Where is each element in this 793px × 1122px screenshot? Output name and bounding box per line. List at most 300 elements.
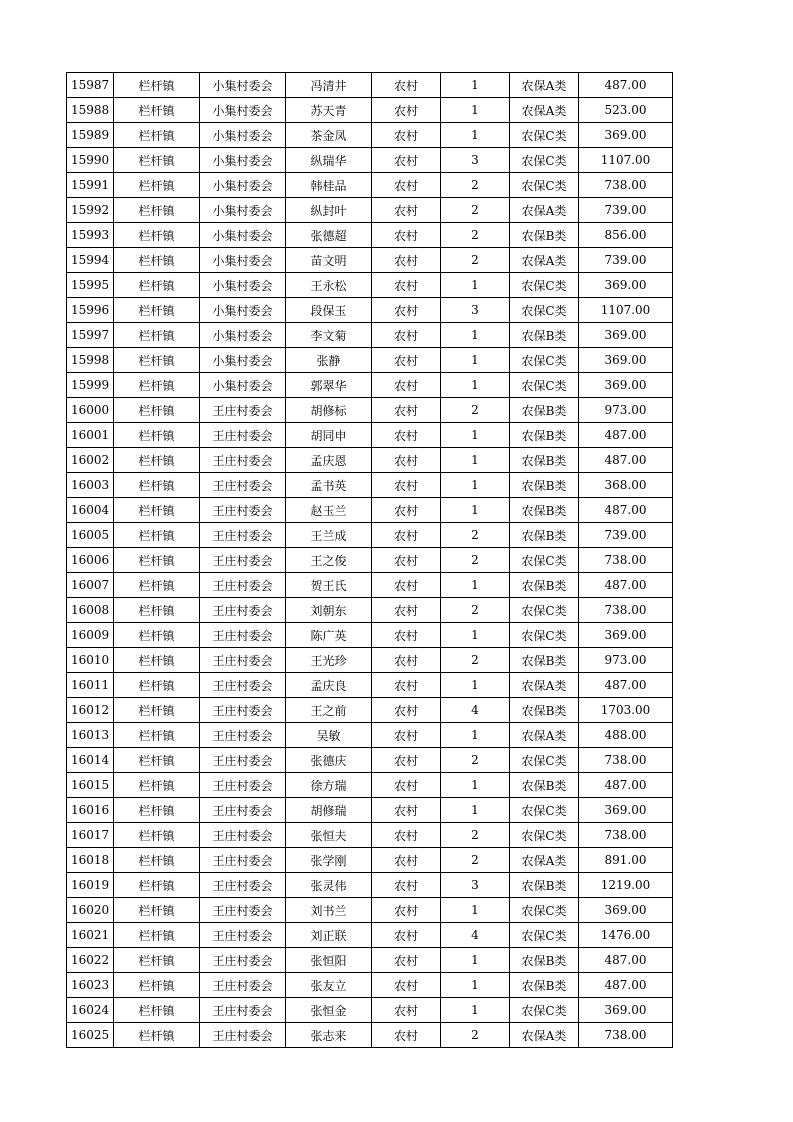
member-count-cell: 1 xyxy=(441,373,510,398)
member-count-cell: 2 xyxy=(441,1023,510,1048)
person-name-cell: 孟书英 xyxy=(286,473,372,498)
member-count-cell: 2 xyxy=(441,823,510,848)
person-name-cell: 冯清井 xyxy=(286,73,372,98)
amount-cell: 739.00 xyxy=(579,248,673,273)
person-name-cell: 王永松 xyxy=(286,273,372,298)
amount-cell: 369.00 xyxy=(579,273,673,298)
village-committee-cell: 小集村委会 xyxy=(200,98,286,123)
insurance-category-cell: 农保A类 xyxy=(510,248,579,273)
town-cell: 栏杆镇 xyxy=(114,673,200,698)
record-id-cell: 16015 xyxy=(67,773,114,798)
table-row xyxy=(67,748,673,773)
household-type-cell: 农村 xyxy=(372,448,441,473)
household-type-cell: 农村 xyxy=(372,398,441,423)
amount-cell: 523.00 xyxy=(579,98,673,123)
amount-cell: 487.00 xyxy=(579,73,673,98)
table-row xyxy=(67,923,673,948)
amount-cell: 369.00 xyxy=(579,623,673,648)
amount-cell: 738.00 xyxy=(579,548,673,573)
person-name-cell: 王之前 xyxy=(286,698,372,723)
household-type-cell: 农村 xyxy=(372,1023,441,1048)
amount-cell: 369.00 xyxy=(579,123,673,148)
household-type-cell: 农村 xyxy=(372,673,441,698)
village-committee-cell: 小集村委会 xyxy=(200,323,286,348)
village-committee-cell: 小集村委会 xyxy=(200,373,286,398)
record-id-cell: 16012 xyxy=(67,698,114,723)
record-id-cell: 16002 xyxy=(67,448,114,473)
member-count-cell: 1 xyxy=(441,348,510,373)
insurance-category-cell: 农保B类 xyxy=(510,423,579,448)
household-type-cell: 农村 xyxy=(372,873,441,898)
record-id-cell: 16013 xyxy=(67,723,114,748)
member-count-cell: 1 xyxy=(441,673,510,698)
household-type-cell: 农村 xyxy=(372,973,441,998)
village-committee-cell: 王庄村委会 xyxy=(200,698,286,723)
town-cell: 栏杆镇 xyxy=(114,548,200,573)
household-type-cell: 农村 xyxy=(372,423,441,448)
insurance-category-cell: 农保B类 xyxy=(510,448,579,473)
person-name-cell: 张友立 xyxy=(286,973,372,998)
town-cell: 栏杆镇 xyxy=(114,773,200,798)
town-cell: 栏杆镇 xyxy=(114,923,200,948)
town-cell: 栏杆镇 xyxy=(114,423,200,448)
insurance-category-cell: 农保B类 xyxy=(510,523,579,548)
member-count-cell: 1 xyxy=(441,723,510,748)
person-name-cell: 苗文明 xyxy=(286,248,372,273)
record-id-cell: 16009 xyxy=(67,623,114,648)
person-name-cell: 张德庆 xyxy=(286,748,372,773)
town-cell: 栏杆镇 xyxy=(114,398,200,423)
table-row xyxy=(67,323,673,348)
record-id-cell: 15989 xyxy=(67,123,114,148)
village-committee-cell: 王庄村委会 xyxy=(200,973,286,998)
village-committee-cell: 王庄村委会 xyxy=(200,523,286,548)
village-committee-cell: 王庄村委会 xyxy=(200,948,286,973)
table-row xyxy=(67,398,673,423)
town-cell: 栏杆镇 xyxy=(114,198,200,223)
insurance-category-cell: 农保C类 xyxy=(510,548,579,573)
village-committee-cell: 王庄村委会 xyxy=(200,773,286,798)
benefit-table xyxy=(66,72,673,1048)
person-name-cell: 张恒夫 xyxy=(286,823,372,848)
person-name-cell: 张恒金 xyxy=(286,998,372,1023)
town-cell: 栏杆镇 xyxy=(114,848,200,873)
member-count-cell: 2 xyxy=(441,223,510,248)
town-cell: 栏杆镇 xyxy=(114,98,200,123)
town-cell: 栏杆镇 xyxy=(114,948,200,973)
person-name-cell: 张静 xyxy=(286,348,372,373)
member-count-cell: 1 xyxy=(441,448,510,473)
member-count-cell: 2 xyxy=(441,748,510,773)
amount-cell: 1476.00 xyxy=(579,923,673,948)
household-type-cell: 农村 xyxy=(372,248,441,273)
member-count-cell: 4 xyxy=(441,923,510,948)
insurance-category-cell: 农保C类 xyxy=(510,348,579,373)
record-id-cell: 16000 xyxy=(67,398,114,423)
member-count-cell: 1 xyxy=(441,998,510,1023)
amount-cell: 487.00 xyxy=(579,673,673,698)
village-committee-cell: 小集村委会 xyxy=(200,223,286,248)
insurance-category-cell: 农保B类 xyxy=(510,948,579,973)
village-committee-cell: 小集村委会 xyxy=(200,348,286,373)
person-name-cell: 赵玉兰 xyxy=(286,498,372,523)
insurance-category-cell: 农保C类 xyxy=(510,898,579,923)
insurance-category-cell: 农保C类 xyxy=(510,623,579,648)
village-committee-cell: 王庄村委会 xyxy=(200,548,286,573)
table-row xyxy=(67,998,673,1023)
person-name-cell: 郭翠华 xyxy=(286,373,372,398)
amount-cell: 369.00 xyxy=(579,798,673,823)
table-row xyxy=(67,823,673,848)
town-cell: 栏杆镇 xyxy=(114,623,200,648)
person-name-cell: 茶金凤 xyxy=(286,123,372,148)
person-name-cell: 王兰成 xyxy=(286,523,372,548)
insurance-category-cell: 农保B类 xyxy=(510,223,579,248)
amount-cell: 738.00 xyxy=(579,173,673,198)
table-row xyxy=(67,448,673,473)
household-type-cell: 农村 xyxy=(372,198,441,223)
household-type-cell: 农村 xyxy=(372,73,441,98)
amount-cell: 369.00 xyxy=(579,323,673,348)
insurance-category-cell: 农保C类 xyxy=(510,998,579,1023)
person-name-cell: 徐方瑞 xyxy=(286,773,372,798)
person-name-cell: 贺王氏 xyxy=(286,573,372,598)
household-type-cell: 农村 xyxy=(372,848,441,873)
town-cell: 栏杆镇 xyxy=(114,523,200,548)
amount-cell: 1107.00 xyxy=(579,148,673,173)
household-type-cell: 农村 xyxy=(372,98,441,123)
table-row xyxy=(67,123,673,148)
amount-cell: 487.00 xyxy=(579,948,673,973)
member-count-cell: 3 xyxy=(441,873,510,898)
record-id-cell: 16025 xyxy=(67,1023,114,1048)
table-row xyxy=(67,1023,673,1048)
town-cell: 栏杆镇 xyxy=(114,898,200,923)
record-id-cell: 16021 xyxy=(67,923,114,948)
record-id-cell: 16011 xyxy=(67,673,114,698)
table-row xyxy=(67,898,673,923)
table-row xyxy=(67,98,673,123)
village-committee-cell: 小集村委会 xyxy=(200,198,286,223)
insurance-category-cell: 农保A类 xyxy=(510,73,579,98)
record-id-cell: 15994 xyxy=(67,248,114,273)
town-cell: 栏杆镇 xyxy=(114,748,200,773)
table-row xyxy=(67,698,673,723)
record-id-cell: 15998 xyxy=(67,348,114,373)
amount-cell: 973.00 xyxy=(579,648,673,673)
village-committee-cell: 王庄村委会 xyxy=(200,673,286,698)
person-name-cell: 胡修瑞 xyxy=(286,798,372,823)
village-committee-cell: 小集村委会 xyxy=(200,73,286,98)
record-id-cell: 16023 xyxy=(67,973,114,998)
amount-cell: 487.00 xyxy=(579,773,673,798)
village-committee-cell: 小集村委会 xyxy=(200,248,286,273)
record-id-cell: 16003 xyxy=(67,473,114,498)
amount-cell: 368.00 xyxy=(579,473,673,498)
member-count-cell: 1 xyxy=(441,623,510,648)
amount-cell: 369.00 xyxy=(579,898,673,923)
table-row xyxy=(67,973,673,998)
table-row xyxy=(67,723,673,748)
amount-cell: 487.00 xyxy=(579,973,673,998)
amount-cell: 1219.00 xyxy=(579,873,673,898)
town-cell: 栏杆镇 xyxy=(114,73,200,98)
person-name-cell: 张德超 xyxy=(286,223,372,248)
amount-cell: 738.00 xyxy=(579,748,673,773)
table-row xyxy=(67,173,673,198)
town-cell: 栏杆镇 xyxy=(114,123,200,148)
table-row xyxy=(67,73,673,98)
amount-cell: 738.00 xyxy=(579,1023,673,1048)
household-type-cell: 农村 xyxy=(372,598,441,623)
village-committee-cell: 王庄村委会 xyxy=(200,748,286,773)
village-committee-cell: 王庄村委会 xyxy=(200,473,286,498)
insurance-category-cell: 农保B类 xyxy=(510,473,579,498)
amount-cell: 856.00 xyxy=(579,223,673,248)
household-type-cell: 农村 xyxy=(372,773,441,798)
household-type-cell: 农村 xyxy=(372,698,441,723)
household-type-cell: 农村 xyxy=(372,648,441,673)
person-name-cell: 张恒阳 xyxy=(286,948,372,973)
household-type-cell: 农村 xyxy=(372,748,441,773)
amount-cell: 487.00 xyxy=(579,573,673,598)
person-name-cell: 李文菊 xyxy=(286,323,372,348)
record-id-cell: 16014 xyxy=(67,748,114,773)
insurance-category-cell: 农保A类 xyxy=(510,198,579,223)
village-committee-cell: 小集村委会 xyxy=(200,173,286,198)
household-type-cell: 农村 xyxy=(372,223,441,248)
record-id-cell: 16018 xyxy=(67,848,114,873)
member-count-cell: 1 xyxy=(441,948,510,973)
village-committee-cell: 王庄村委会 xyxy=(200,873,286,898)
insurance-category-cell: 农保A类 xyxy=(510,673,579,698)
record-id-cell: 16010 xyxy=(67,648,114,673)
household-type-cell: 农村 xyxy=(372,173,441,198)
village-committee-cell: 王庄村委会 xyxy=(200,898,286,923)
amount-cell: 487.00 xyxy=(579,448,673,473)
table-row xyxy=(67,948,673,973)
member-count-cell: 1 xyxy=(441,323,510,348)
town-cell: 栏杆镇 xyxy=(114,798,200,823)
person-name-cell: 王光珍 xyxy=(286,648,372,673)
town-cell: 栏杆镇 xyxy=(114,1023,200,1048)
town-cell: 栏杆镇 xyxy=(114,873,200,898)
person-name-cell: 苏天青 xyxy=(286,98,372,123)
member-count-cell: 1 xyxy=(441,798,510,823)
insurance-category-cell: 农保C类 xyxy=(510,748,579,773)
household-type-cell: 农村 xyxy=(372,298,441,323)
amount-cell: 1107.00 xyxy=(579,298,673,323)
table-row xyxy=(67,498,673,523)
member-count-cell: 4 xyxy=(441,698,510,723)
household-type-cell: 农村 xyxy=(372,623,441,648)
person-name-cell: 孟庆恩 xyxy=(286,448,372,473)
table-row xyxy=(67,873,673,898)
member-count-cell: 2 xyxy=(441,398,510,423)
insurance-category-cell: 农保B类 xyxy=(510,573,579,598)
table-row xyxy=(67,648,673,673)
table-body xyxy=(67,73,673,1048)
household-type-cell: 农村 xyxy=(372,948,441,973)
insurance-category-cell: 农保A类 xyxy=(510,723,579,748)
amount-cell: 487.00 xyxy=(579,498,673,523)
record-id-cell: 15992 xyxy=(67,198,114,223)
town-cell: 栏杆镇 xyxy=(114,223,200,248)
table-row xyxy=(67,673,673,698)
household-type-cell: 农村 xyxy=(372,898,441,923)
member-count-cell: 1 xyxy=(441,898,510,923)
village-committee-cell: 王庄村委会 xyxy=(200,623,286,648)
household-type-cell: 农村 xyxy=(372,373,441,398)
village-committee-cell: 小集村委会 xyxy=(200,123,286,148)
insurance-category-cell: 农保C类 xyxy=(510,173,579,198)
record-id-cell: 15995 xyxy=(67,273,114,298)
insurance-category-cell: 农保B类 xyxy=(510,398,579,423)
amount-cell: 1703.00 xyxy=(579,698,673,723)
town-cell: 栏杆镇 xyxy=(114,698,200,723)
record-id-cell: 16001 xyxy=(67,423,114,448)
village-committee-cell: 王庄村委会 xyxy=(200,1023,286,1048)
person-name-cell: 张学刚 xyxy=(286,848,372,873)
town-cell: 栏杆镇 xyxy=(114,173,200,198)
member-count-cell: 1 xyxy=(441,123,510,148)
amount-cell: 488.00 xyxy=(579,723,673,748)
village-committee-cell: 王庄村委会 xyxy=(200,723,286,748)
insurance-category-cell: 农保A类 xyxy=(510,1023,579,1048)
person-name-cell: 胡同申 xyxy=(286,423,372,448)
village-committee-cell: 王庄村委会 xyxy=(200,923,286,948)
town-cell: 栏杆镇 xyxy=(114,598,200,623)
person-name-cell: 纵瑞华 xyxy=(286,148,372,173)
town-cell: 栏杆镇 xyxy=(114,448,200,473)
record-id-cell: 16022 xyxy=(67,948,114,973)
household-type-cell: 农村 xyxy=(372,498,441,523)
village-committee-cell: 小集村委会 xyxy=(200,298,286,323)
member-count-cell: 2 xyxy=(441,173,510,198)
village-committee-cell: 王庄村委会 xyxy=(200,648,286,673)
insurance-category-cell: 农保B类 xyxy=(510,648,579,673)
table-row xyxy=(67,798,673,823)
household-type-cell: 农村 xyxy=(372,523,441,548)
record-id-cell: 15997 xyxy=(67,323,114,348)
insurance-category-cell: 农保B类 xyxy=(510,698,579,723)
household-type-cell: 农村 xyxy=(372,473,441,498)
person-name-cell: 王之俊 xyxy=(286,548,372,573)
insurance-category-cell: 农保B类 xyxy=(510,973,579,998)
town-cell: 栏杆镇 xyxy=(114,723,200,748)
record-id-cell: 15999 xyxy=(67,373,114,398)
table-row xyxy=(67,148,673,173)
member-count-cell: 2 xyxy=(441,248,510,273)
household-type-cell: 农村 xyxy=(372,548,441,573)
member-count-cell: 2 xyxy=(441,198,510,223)
insurance-category-cell: 农保C类 xyxy=(510,598,579,623)
member-count-cell: 1 xyxy=(441,773,510,798)
member-count-cell: 2 xyxy=(441,598,510,623)
record-id-cell: 16016 xyxy=(67,798,114,823)
member-count-cell: 1 xyxy=(441,273,510,298)
insurance-category-cell: 农保B类 xyxy=(510,323,579,348)
person-name-cell: 孟庆良 xyxy=(286,673,372,698)
village-committee-cell: 王庄村委会 xyxy=(200,498,286,523)
record-id-cell: 15988 xyxy=(67,98,114,123)
table-row xyxy=(67,573,673,598)
person-name-cell: 段保玉 xyxy=(286,298,372,323)
member-count-cell: 1 xyxy=(441,473,510,498)
household-type-cell: 农村 xyxy=(372,923,441,948)
record-id-cell: 15991 xyxy=(67,173,114,198)
table-row xyxy=(67,248,673,273)
town-cell: 栏杆镇 xyxy=(114,298,200,323)
town-cell: 栏杆镇 xyxy=(114,348,200,373)
record-id-cell: 15987 xyxy=(67,73,114,98)
amount-cell: 738.00 xyxy=(579,823,673,848)
insurance-category-cell: 农保B类 xyxy=(510,773,579,798)
table-row xyxy=(67,273,673,298)
insurance-category-cell: 农保C类 xyxy=(510,123,579,148)
amount-cell: 738.00 xyxy=(579,598,673,623)
insurance-category-cell: 农保C类 xyxy=(510,823,579,848)
amount-cell: 369.00 xyxy=(579,998,673,1023)
household-type-cell: 农村 xyxy=(372,123,441,148)
table-row xyxy=(67,623,673,648)
record-id-cell: 16024 xyxy=(67,998,114,1023)
person-name-cell: 刘书兰 xyxy=(286,898,372,923)
town-cell: 栏杆镇 xyxy=(114,823,200,848)
person-name-cell: 胡修标 xyxy=(286,398,372,423)
member-count-cell: 2 xyxy=(441,523,510,548)
record-id-cell: 16007 xyxy=(67,573,114,598)
amount-cell: 891.00 xyxy=(579,848,673,873)
town-cell: 栏杆镇 xyxy=(114,973,200,998)
amount-cell: 369.00 xyxy=(579,373,673,398)
village-committee-cell: 王庄村委会 xyxy=(200,798,286,823)
member-count-cell: 1 xyxy=(441,423,510,448)
table-row xyxy=(67,548,673,573)
town-cell: 栏杆镇 xyxy=(114,273,200,298)
member-count-cell: 2 xyxy=(441,848,510,873)
town-cell: 栏杆镇 xyxy=(114,373,200,398)
household-type-cell: 农村 xyxy=(372,348,441,373)
village-committee-cell: 王庄村委会 xyxy=(200,423,286,448)
table-row xyxy=(67,773,673,798)
insurance-category-cell: 农保C类 xyxy=(510,373,579,398)
record-id-cell: 15990 xyxy=(67,148,114,173)
table-row xyxy=(67,298,673,323)
village-committee-cell: 王庄村委会 xyxy=(200,448,286,473)
insurance-category-cell: 农保C类 xyxy=(510,298,579,323)
member-count-cell: 1 xyxy=(441,573,510,598)
village-committee-cell: 王庄村委会 xyxy=(200,573,286,598)
household-type-cell: 农村 xyxy=(372,273,441,298)
member-count-cell: 3 xyxy=(441,298,510,323)
table-row xyxy=(67,598,673,623)
insurance-category-cell: 农保A类 xyxy=(510,848,579,873)
insurance-category-cell: 农保A类 xyxy=(510,98,579,123)
member-count-cell: 1 xyxy=(441,973,510,998)
village-committee-cell: 王庄村委会 xyxy=(200,998,286,1023)
member-count-cell: 3 xyxy=(441,148,510,173)
person-name-cell: 陈广英 xyxy=(286,623,372,648)
village-committee-cell: 小集村委会 xyxy=(200,148,286,173)
village-committee-cell: 王庄村委会 xyxy=(200,598,286,623)
insurance-category-cell: 农保C类 xyxy=(510,923,579,948)
insurance-category-cell: 农保C类 xyxy=(510,798,579,823)
member-count-cell: 1 xyxy=(441,73,510,98)
household-type-cell: 农村 xyxy=(372,148,441,173)
member-count-cell: 2 xyxy=(441,548,510,573)
town-cell: 栏杆镇 xyxy=(114,473,200,498)
